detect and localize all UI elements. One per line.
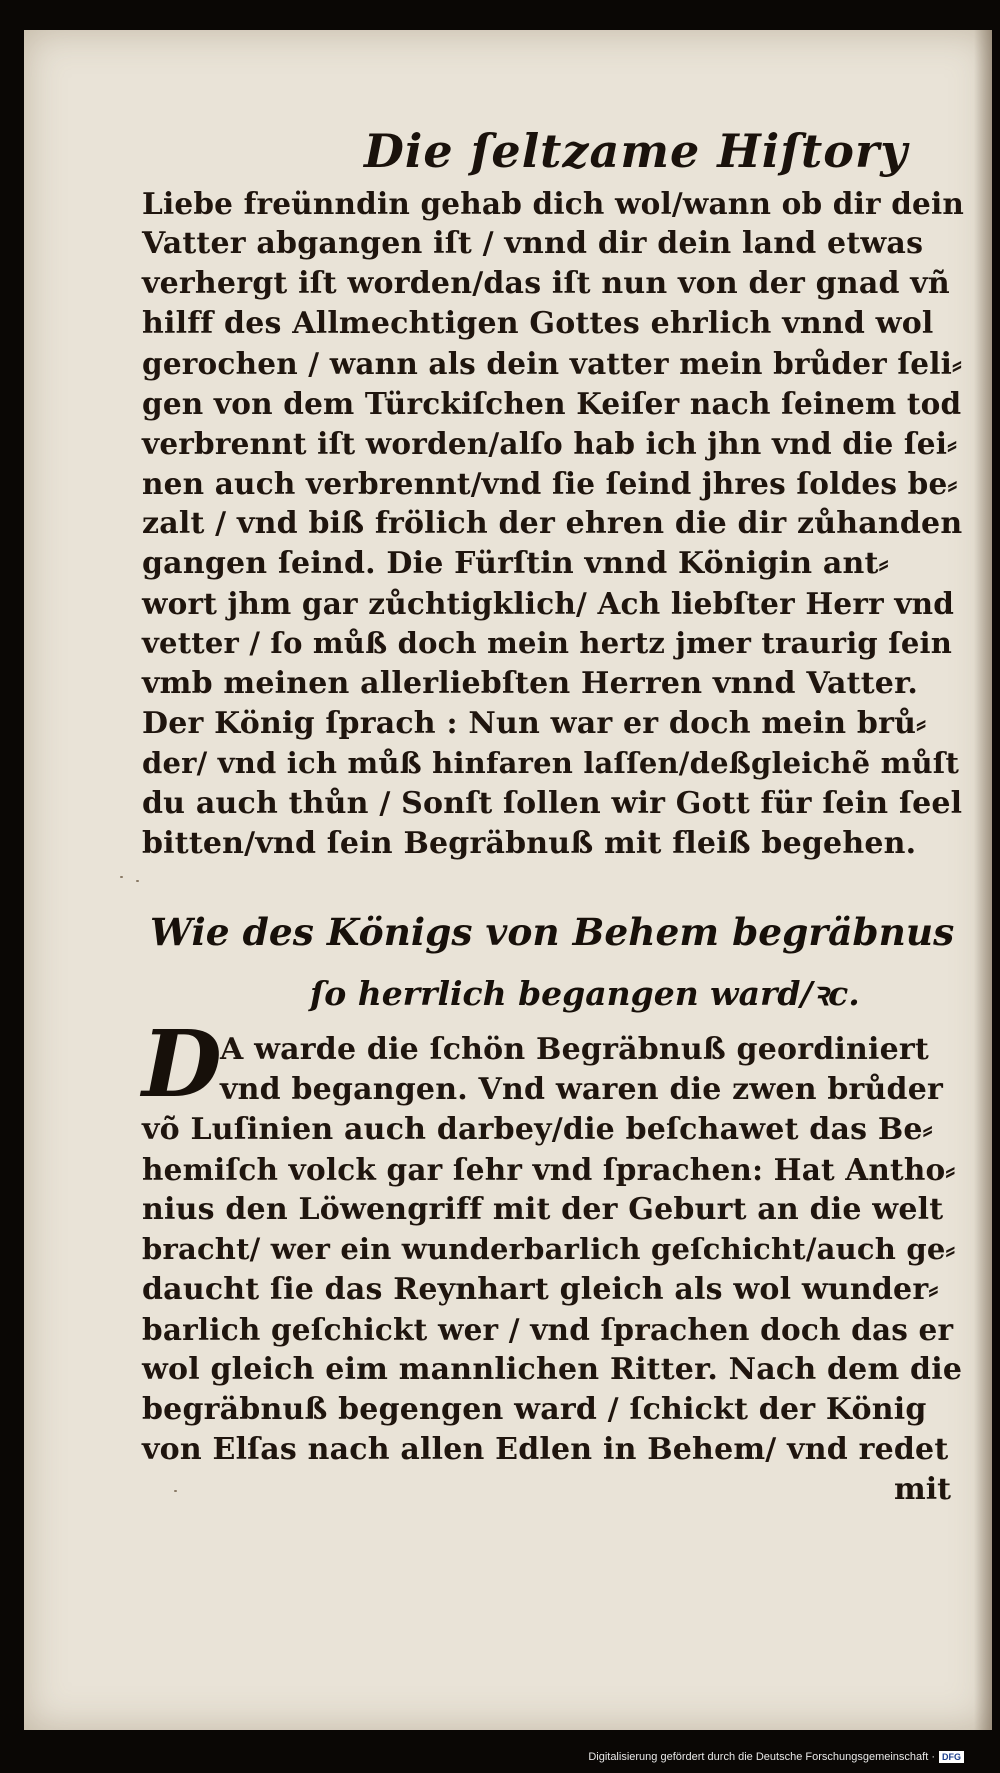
text-line: võ Luſinien auch darbey/die beſchawet das Be⸗ [142, 1112, 933, 1147]
text-line: gen von dem Türckiſchen Keiſer nach ſeinem tod [142, 386, 962, 421]
text-line: nen auch verbrennt/vnd ſie ſeind jhres ſoldes be⸗ [142, 466, 958, 501]
text-line: hemiſch volck gar ſehr vnd ſprachen: Hat Antho⸗ [142, 1152, 956, 1187]
paper-speck [120, 876, 123, 878]
book-page [24, 30, 992, 1730]
text-line: gerochen / wann als dein vatter mein brůder ſeli⸗ [142, 346, 963, 381]
text-line: wol gleich eim mannlichen Ritter. Nach dem die [142, 1352, 963, 1387]
text-line: du auch thůn / Sonſt ſollen wir Gott für ſein ſeel [142, 786, 963, 821]
text-line: verhergt iſt worden/das iſt nun von der gnad vñ [142, 266, 950, 301]
dfg-logo: DFG [939, 1751, 964, 1763]
text-line: Liebe freünndin gehab dich wol/wann ob dir dein [142, 186, 965, 221]
text-line: der/ vnd ich můß hinfaren laſſen/deßgleichẽ můſt [142, 746, 960, 780]
text-line: verbrennt iſt worden/alſo hab ich jhn vnd die ſei⸗ [142, 426, 958, 461]
text-line: barlich geſchickt wer / vnd ſprachen doch das er [142, 1312, 954, 1347]
text-line: bitten/vnd ſein Begräbnuß mit fleiß begehen. [142, 826, 917, 861]
credit-text: Digitalisierung gefördert durch die Deutsche Forschungsgemeinschaft · [588, 1751, 935, 1763]
paper-speck [174, 1490, 177, 1492]
digitization-credit [588, 1751, 964, 1763]
text-line: wort jhm gar zůchtigklich/ Ach liebſter Herr vnd [142, 586, 955, 621]
section-heading-line-1: Wie des Königs von Behem begräbnus [150, 910, 955, 954]
running-head: Die ſeltzame Hiſtory [364, 124, 908, 178]
drop-initial: D [142, 1010, 222, 1118]
text-line: von Elſas nach allen Edlen in Behem/ vnd redet [142, 1432, 949, 1467]
section-heading-line-2: ſo herrlich begangen ward/ꝛc. [310, 974, 860, 1013]
paper-speck [136, 880, 139, 882]
text-line: nius den Löwengriff mit der Geburt an die welt [142, 1192, 944, 1227]
text-line: Der König ſprach : Nun war er doch mein brů⸗ [142, 706, 927, 741]
text-line: A warde die ſchön Begräbnuß geordiniert [220, 1032, 929, 1067]
text-line: begräbnuß begengen ward / ſchickt der König [142, 1392, 927, 1427]
text-line: vmb meinen allerliebſten Herren vnnd Vatter. [142, 666, 918, 701]
text-line: gangen ſeind. Die Fürſtin vnnd Königin ant⸗ [142, 546, 889, 581]
text-line: zalt / vnd biß frölich der ehren die dir zůhanden [142, 506, 963, 541]
catchword: mit [894, 1472, 951, 1507]
text-line: daucht ſie das Reynhart gleich als wol wunder⸗ [142, 1272, 939, 1307]
text-line: hilff des Allmechtigen Gottes ehrlich vnnd wol [142, 306, 934, 341]
text-line: vetter / ſo můß doch mein hertz jmer traurig ſein [142, 626, 953, 660]
text-line: vnd begangen. Vnd waren die zwen brůder [220, 1072, 944, 1107]
text-line: bracht/ wer ein wunderbarlich geſchicht/auch ge⸗ [142, 1232, 956, 1266]
text-line: Vatter abgangen iſt / vnnd dir dein land etwas [142, 226, 924, 261]
